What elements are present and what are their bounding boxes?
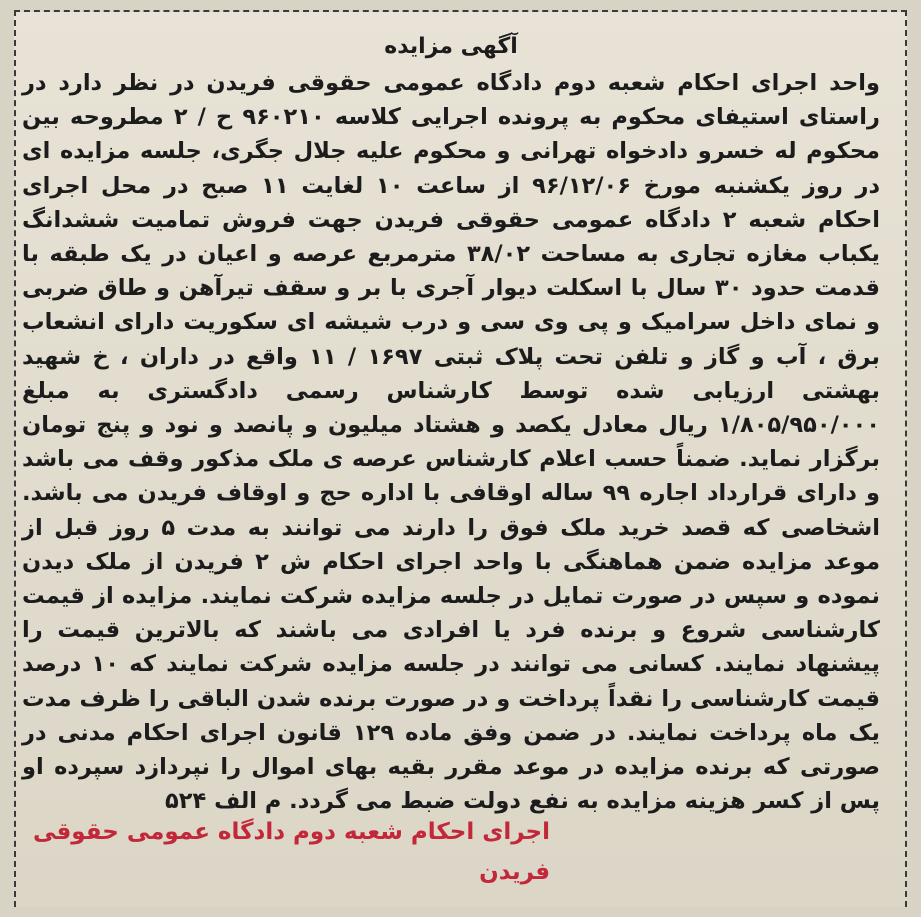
signature-text: اجرای احکام شعبه دوم دادگاه عمومی حقوقی فریدن <box>32 819 550 885</box>
notice-signature <box>22 812 880 892</box>
auction-notice <box>22 30 880 818</box>
notice-title: آگهی مزایده <box>384 34 518 59</box>
notice-body: واحد اجرای احکام شعبه دوم دادگاه عمومی حقوقی فریدن در نظر دارد در راستای استیفای محکوم به پرونده اجرایی کلاسه ۹۶۰۲۱۰ ح / ۲ مطروحه بین محکوم له خسرو دادخواه تهرانی و محکوم علیه جلال جگری، جلسه مزایده ای در روز یکشنبه مورخ ۹۶/۱۲/۰۶ از ساعت ۱۰ لغایت ۱۱ صبح در محل اجرای احکام شعبه ۲ دادگاه عمومی حقوقی فریدن جهت فروش تمامیت ششدانگ یکباب مغازه تجاری به مساحت ۳۸/۰۲ مترمربع عرصه و اعیان در یک طبقه با قدمت حدود ۳۰ سال با اسکلت دیوار آجری با بر و سقف تیرآهن و طاق ضربی و نمای داخل سرامیک و پی وی سی و درب شیشه ای سکوریت دارای انشعاب برق ، آب و گاز و تلفن تحت پلاک ثبتی ۱۶۹۷ / ۱۱ واقع در داران ، خ شهید بهشتی ارزیابی شده توسط کارشناس رسمی دادگستری به مبلغ ۱/۸۰۵/۹۵۰/۰۰۰ ریال معادل یکصد و هشتاد میلیون و پانصد و نود و پنج تومان برگزار نماید. ضمناً حسب اعلام کارشناس عرصه ی ملک مذکور وقف می باشد و دارای قرارداد اجاره ۹۹ ساله اوقافی با اداره حج و اوقاف فریدن می باشد. اشخاصی که قصد خرید ملک فوق را دارند می توانند به مدت ۵ روز قبل از موعد مزایده ضمن هماهنگی با واحد اجرای احکام ش ۲ فریدن از ملک دیدن نموده و سپس در صورت تمایل در جلسه مزایده شرکت نمایند. مزایده از قیمت کارشناسی شروع و برنده فرد یا افرادی می باشند که بالاترین قیمت را پیشنهاد نمایند. کسانی می توانند در جلسه مزایده شرکت نمایند که ۱۰ درصد قیمت کارشناسی را نقداً پرداخت و در صورت برنده شدن الباقی را ظرف مدت یک ماه پرداخت نمایند. در ضمن وفق ماده ۱۲۹ قانون اجرای احکام مدنی در صورتی که برنده مزایده در موعد مقرر بقیه بهای اموال را نپردازد سپرده او پس از کسر هزینه مزایده به نفع دولت ضبط می گردد. م الف ۵۲۴ <box>22 70 881 815</box>
